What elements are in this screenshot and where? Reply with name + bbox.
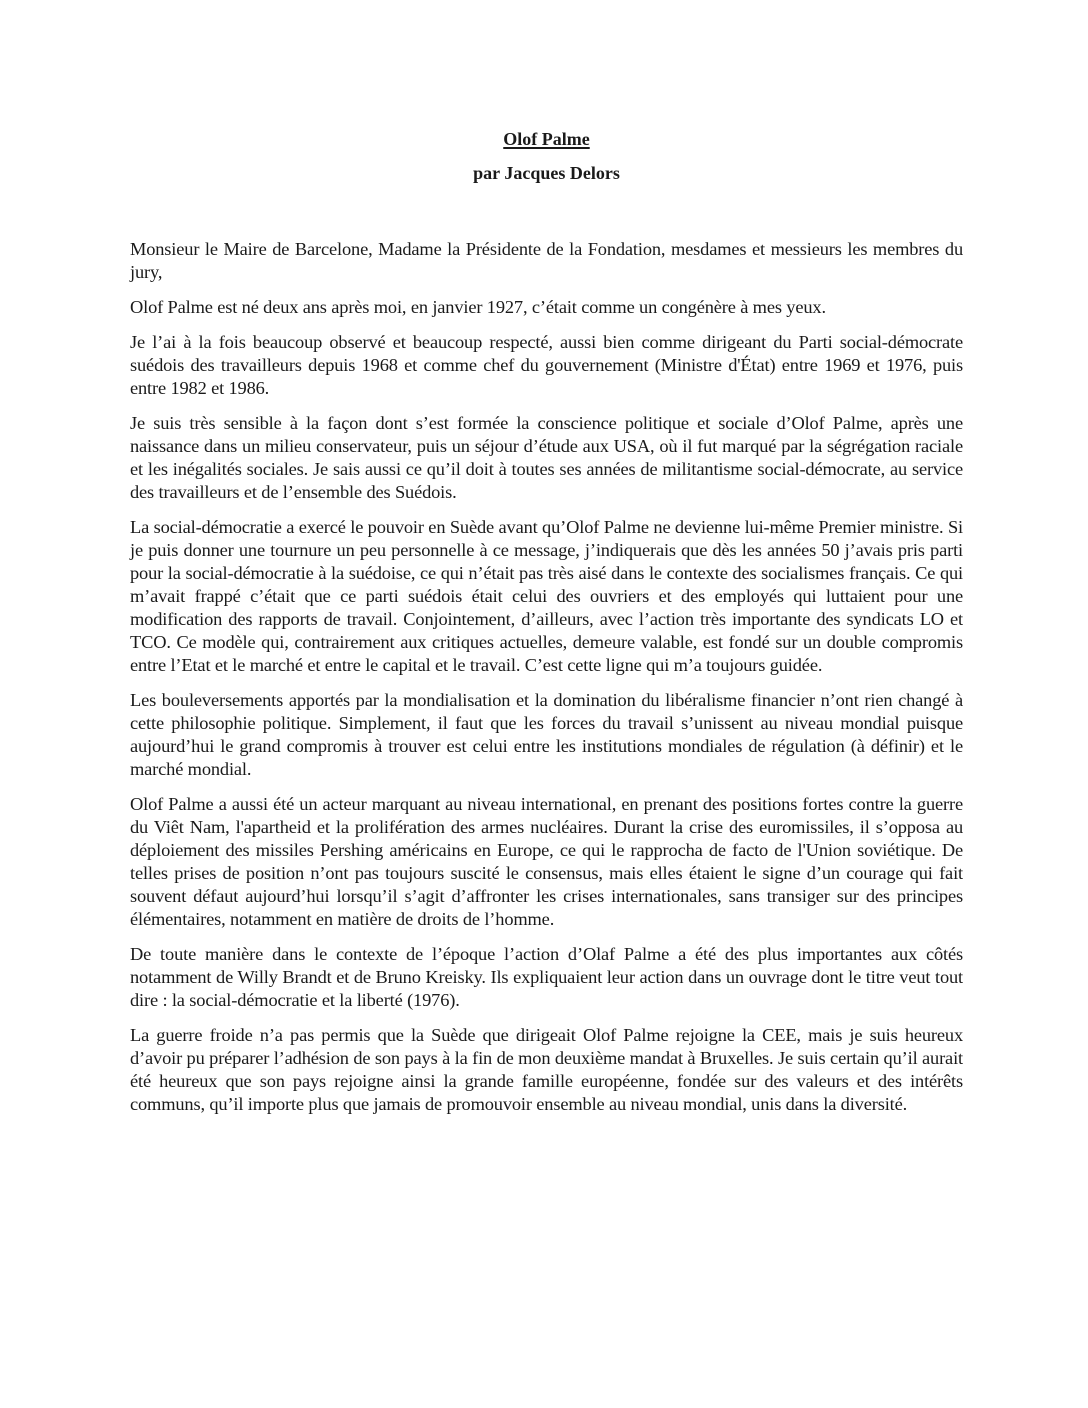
paragraph-birth: Olof Palme est né deux ans après moi, en janvier 1927, c’était comme un congénère à mes yeux.	[130, 297, 826, 317]
paragraph-conscience: Je suis très sensible à la façon dont s’est formée la conscience politique et sociale d’Olof Palme, après une naissance dans un milieu conservateur, puis un séjour d’étude aux USA, où il fut marqué par la ségrégation raciale et les inégalités sociales. Je sais aussi ce qu’il doit à toutes ses années de militantisme social-démocrate, au service des travailleurs et de l’ensemble des Suédois.	[130, 413, 963, 502]
document-page	[130, 128, 963, 1116]
paragraph-social-democracy: La social-démocratie a exercé le pouvoir en Suède avant qu’Olof Palme ne devienne lui-même Premier ministre. Si je puis donner une tournure un peu personnelle à ce message, j’indiquerais que dès les années 50 j’avais pris parti pour la social-démocratie à la suédoise, ce qui n’était pas très aisé dans le contexte des socialismes français. Ce qui m’avait frappé c’était que ce parti suédois était celui des ouvriers et des employés qui luttaient pour une modification des rapports de travail. Conjointement, d’ailleurs, avec l’action très importante des syndicats LO et TCO. Ce modèle qui, contrairement aux critiques actuelles, demeure valable, est fondé sur un double compromis entre l’Etat et le marché et entre le capital et le travail. C’est cette ligne qui m’a toujours guidée.	[130, 517, 963, 675]
paragraph-international: Olof Palme a aussi été un acteur marquant au niveau international, en prenant des positions fortes contre la guerre du Viêt Nam, l'apartheid et la prolifération des armes nucléaires. Durant la crise des euromissiles, il s’opposa au déploiement des missiles Pershing américains en Europe, ce qui le rapprocha de facto de l'Union soviétique. De telles prises de position n’ont pas toujours suscité le consensus, mais elles étaient le signe d’un courage qui fait souvent défaut aujourd’hui lorsqu’il s’agit d’affronter les crises internationales, sans transiger sur des principes élémentaires, notamment en matière de droits de l’homme.	[130, 794, 963, 929]
document-author: par Jacques Delors	[473, 163, 620, 183]
paragraph-career: Je l’ai à la fois beaucoup observé et beaucoup respecté, aussi bien comme dirigeant du Parti social-démocrate suédois des travailleurs depuis 1968 et comme chef du gouvernement (Ministre d'État) entre 1969 et 1976, puis entre 1982 et 1986.	[130, 332, 963, 398]
paragraph-context: De toute manière dans le contexte de l’époque l’action d’Olaf Palme a été des plus importantes aux côtés notamment de Willy Brandt et de Bruno Kreisky. Ils expliquaient leur action dans un ouvrage dont le titre veut tout dire : la social-démocratie et la liberté (1976).	[130, 944, 963, 1010]
paragraph-europe: La guerre froide n’a pas permis que la Suède que dirigeait Olof Palme rejoigne la CEE, mais je suis heureux d’avoir pu préparer l’adhésion de son pays à la fin de mon deuxième mandat à Bruxelles. Je suis certain qu’il aurait été heureux que son pays rejoigne ainsi la grande famille européenne, fondée sur des valeurs et des intérêts communs, qu’il importe plus que jamais de promouvoir ensemble au niveau mondial, unis dans la diversité.	[130, 1025, 963, 1114]
document-title: Olof Palme	[503, 129, 590, 149]
document-body	[130, 238, 963, 1116]
paragraph-globalisation: Les bouleversements apportés par la mondialisation et la domination du libéralisme financier n’ont rien changé à cette philosophie politique. Simplement, il faut que les forces du travail s’unissent au niveau mondial puisque aujourd’hui le grand compromis à trouver est celui entre les institutions mondiales de régulation (à définir) et le marché mondial.	[130, 690, 963, 779]
paragraph-salutation: Monsieur le Maire de Barcelone, Madame la Présidente de la Fondation, mesdames et messieurs les membres du jury,	[130, 239, 963, 282]
